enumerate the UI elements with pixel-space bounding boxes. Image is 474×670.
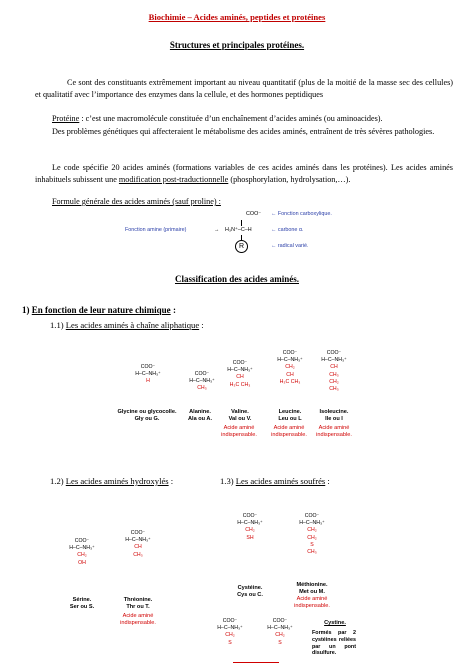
threonine-structure	[116, 530, 160, 559]
post-translational-term: modification post-traductionnelle	[118, 175, 229, 184]
essential-line1: Acide aminé	[273, 425, 305, 431]
side-chain: H₃C CH₃	[229, 381, 251, 388]
valine-structure	[218, 360, 262, 389]
side-chain: CH₃	[197, 385, 207, 392]
amine-label: Fonction amine (primaire)	[125, 227, 187, 233]
glycine-structure	[128, 364, 168, 386]
r-group-circle: R	[235, 240, 248, 253]
alpha-carbon: H–C–NH₃⁺	[69, 545, 95, 552]
serine-caption	[62, 597, 102, 610]
paragraph-intro: Ce sont des constituants extrêmement important au niveau quantitatif (plus de la moitié de la masse sec des cellules) et qualitatif avec l’importance des enzymes dans la cellule, et des hormones peptidiques	[35, 78, 453, 99]
cysteine-structure	[230, 513, 270, 542]
coo-group: COO⁻	[272, 618, 288, 624]
side-chain: CH	[236, 374, 244, 381]
essential-line1: Acide aminé	[223, 425, 255, 431]
valine-caption	[218, 409, 262, 422]
general-chain: H₃N⁺–C–H	[225, 227, 252, 233]
section-1-1	[50, 320, 204, 330]
side-chain: CH₃	[133, 551, 143, 558]
coo-group: COO⁻	[74, 538, 90, 544]
section-1-1-label: Les acides aminés à chaîne aliphatique	[65, 320, 200, 330]
isoleucine-essential	[301, 425, 367, 438]
side-chain: CH₂	[307, 534, 317, 541]
bond-line	[241, 220, 242, 226]
side-chain: CH₂	[245, 527, 255, 534]
caption-name: Thréonine.	[123, 597, 153, 603]
side-chain: H₃C CH₃	[279, 378, 301, 385]
section-1-2	[50, 476, 173, 486]
leucine-structure	[268, 350, 312, 386]
sulfur-atom: S	[278, 639, 282, 646]
coo-group: COO⁻	[194, 371, 210, 377]
coo-group: COO⁻	[222, 618, 238, 624]
alanine-structure	[182, 371, 222, 393]
section-1	[22, 305, 176, 315]
glycine-caption	[112, 409, 182, 422]
threonine-essential	[106, 613, 170, 626]
radical-label: ← radical varié.	[271, 243, 309, 249]
formula-heading: Formule générale des acides aminés (sauf proline) :	[52, 197, 221, 206]
alpha-carbon: H–C–NH₃⁺	[125, 537, 151, 544]
side-chain: S	[310, 541, 314, 548]
coo-group: COO⁻	[282, 350, 298, 356]
general-coo: COO⁻	[246, 211, 262, 217]
methionine-structure	[292, 513, 332, 556]
carboxyl-label: ← Fonction carboxylique.	[271, 211, 332, 217]
side-chain: CH₂	[285, 364, 295, 371]
essential-line1: Acide aminé	[318, 425, 350, 431]
coo-group: COO⁻	[242, 513, 258, 519]
essential-line2: indispensable.	[271, 431, 307, 438]
side-chain: CH₂	[225, 632, 235, 639]
heading-classification: Classification des acides aminés.	[174, 274, 299, 284]
caption-abbrev: Gly ou G.	[134, 415, 160, 422]
caption-name: Leucine.	[278, 409, 302, 415]
caption-name: Isoleucine.	[319, 409, 349, 415]
paragraph-protein	[52, 113, 453, 125]
section-1-2-number: 1.2)	[50, 476, 66, 486]
methionine-essential	[279, 596, 345, 609]
side-chain: CH₂	[77, 552, 87, 559]
essential-line2: indispensable.	[316, 431, 352, 438]
alpha-carbon: H–C–NH₃⁺	[321, 357, 347, 364]
caption-abbrev: Met ou M.	[299, 588, 325, 595]
alpha-carbon: H–C–NH₃⁺	[135, 371, 161, 378]
coo-group: COO⁻	[326, 350, 342, 356]
methionine-caption	[284, 582, 340, 595]
caption-name: Cystéine.	[237, 585, 263, 591]
alpha-carbon: H–C–NH₃⁺	[227, 367, 253, 374]
essential-line1: Acide aminé	[296, 596, 328, 602]
caption-abbrev: Val ou V.	[228, 415, 252, 422]
disulfide-bond	[233, 662, 279, 663]
caption-abbrev: Ser ou S.	[69, 603, 95, 610]
cystine-right-structure	[260, 618, 300, 647]
section-1-2-colon: :	[168, 476, 174, 486]
side-chain: CH₂	[329, 378, 339, 385]
coo-group: COO⁻	[130, 530, 146, 536]
sulfur-atom: S	[228, 639, 232, 646]
caption-abbrev: Ala ou A.	[187, 415, 213, 422]
caption-name: Alanine.	[189, 409, 211, 415]
coo-group: COO⁻	[232, 360, 248, 366]
essential-line2: indispensable.	[294, 602, 330, 609]
cystine-left-structure	[210, 618, 250, 647]
essential-line2: indispensable.	[221, 431, 257, 438]
section-1-3-label: Les acides aminés soufrés	[235, 476, 326, 486]
protein-term: Protéine	[52, 114, 80, 123]
caption-name: Sérine.	[72, 597, 92, 603]
section-1-3-number: 1.3)	[220, 476, 236, 486]
alpha-carbon-label: ← carbone α.	[271, 227, 304, 233]
isoleucine-caption	[310, 409, 358, 422]
side-chain: OH	[78, 559, 86, 566]
alpha-carbon: H–C–NH₃⁺	[189, 378, 215, 385]
side-chain: CH₂	[275, 632, 285, 639]
section-1-3	[220, 476, 330, 486]
alpha-carbon: H–C–NH₃⁺	[299, 520, 325, 527]
caption-abbrev: Cys ou C.	[237, 591, 263, 598]
coo-group: COO⁻	[140, 364, 156, 370]
side-chain: CH	[134, 544, 142, 551]
side-chain: CH₃	[307, 549, 317, 556]
caption-abbrev: Leu ou L	[278, 415, 302, 422]
alanine-caption	[178, 409, 222, 422]
essential-line2: indispensable.	[120, 619, 156, 626]
leucine-caption	[266, 409, 314, 422]
section-1-3-colon: :	[325, 476, 330, 486]
protein-definition: : c’est une macromolécule constituée d’un enchaînement d’acides aminés (ou aminoacides).	[79, 114, 383, 123]
heading-structures: Structures et principales protéines.	[169, 40, 305, 50]
cystine-title: Cystine.	[324, 620, 346, 626]
code-text-a: Le code spécifie 20 acides aminés (formations variables de ces acides aminés dans les protéines). Les acides aminés inhabituels subissent une	[35, 163, 453, 184]
alpha-carbon: H–C–NH₃⁺	[237, 520, 263, 527]
alpha-carbon: H–C–NH₃⁺	[277, 357, 303, 364]
isoleucine-structure	[312, 350, 356, 393]
side-chain: CH₃	[329, 371, 339, 378]
caption-name: Valine.	[231, 409, 249, 415]
code-text-b: (phosphorylation, hydrolysation,…).	[228, 175, 351, 184]
paragraph-genetics: Des problèmes génétiques qui affecteraient le métabolisme des acides aminés, entraînent de très sévères pathologies.	[52, 127, 435, 136]
section-1-2-label: Les acides aminés hydroxylés	[65, 476, 169, 486]
cystine-description: Formés par 2 cystéines reliées par un pont disulfure.	[312, 630, 356, 657]
alpha-carbon: H–C–NH₃⁺	[217, 625, 243, 632]
side-chain: H	[146, 378, 150, 385]
cysteine-caption	[228, 585, 272, 598]
side-chain: CH₂	[307, 527, 317, 534]
caption-abbrev: Ile ou I	[325, 415, 343, 422]
arrow-icon: →	[214, 227, 220, 233]
caption-abbrev: Thr ou T.	[126, 603, 150, 610]
side-chain: CH	[330, 364, 338, 371]
serine-structure	[62, 538, 102, 567]
section-1-label: En fonction de leur nature chimique	[31, 305, 171, 315]
side-chain: CH₃	[329, 386, 339, 393]
coo-group: COO⁻	[304, 513, 320, 519]
section-1-1-colon: :	[199, 320, 204, 330]
essential-line1: Acide aminé	[122, 613, 154, 619]
section-1-1-number: 1.1)	[50, 320, 66, 330]
threonine-caption	[114, 597, 162, 610]
caption-name: Glycine ou glycocolle.	[117, 409, 177, 415]
paragraph-code	[35, 162, 453, 186]
caption-name: Méthionine.	[296, 582, 328, 588]
side-chain: SH	[246, 534, 254, 541]
alpha-carbon: H–C–NH₃⁺	[267, 625, 293, 632]
side-chain: CH	[286, 371, 294, 378]
section-1-colon: :	[170, 305, 176, 315]
section-1-number: 1)	[22, 305, 32, 315]
document-title: Biochimie – Acides aminés, peptides et protéines	[148, 12, 326, 22]
